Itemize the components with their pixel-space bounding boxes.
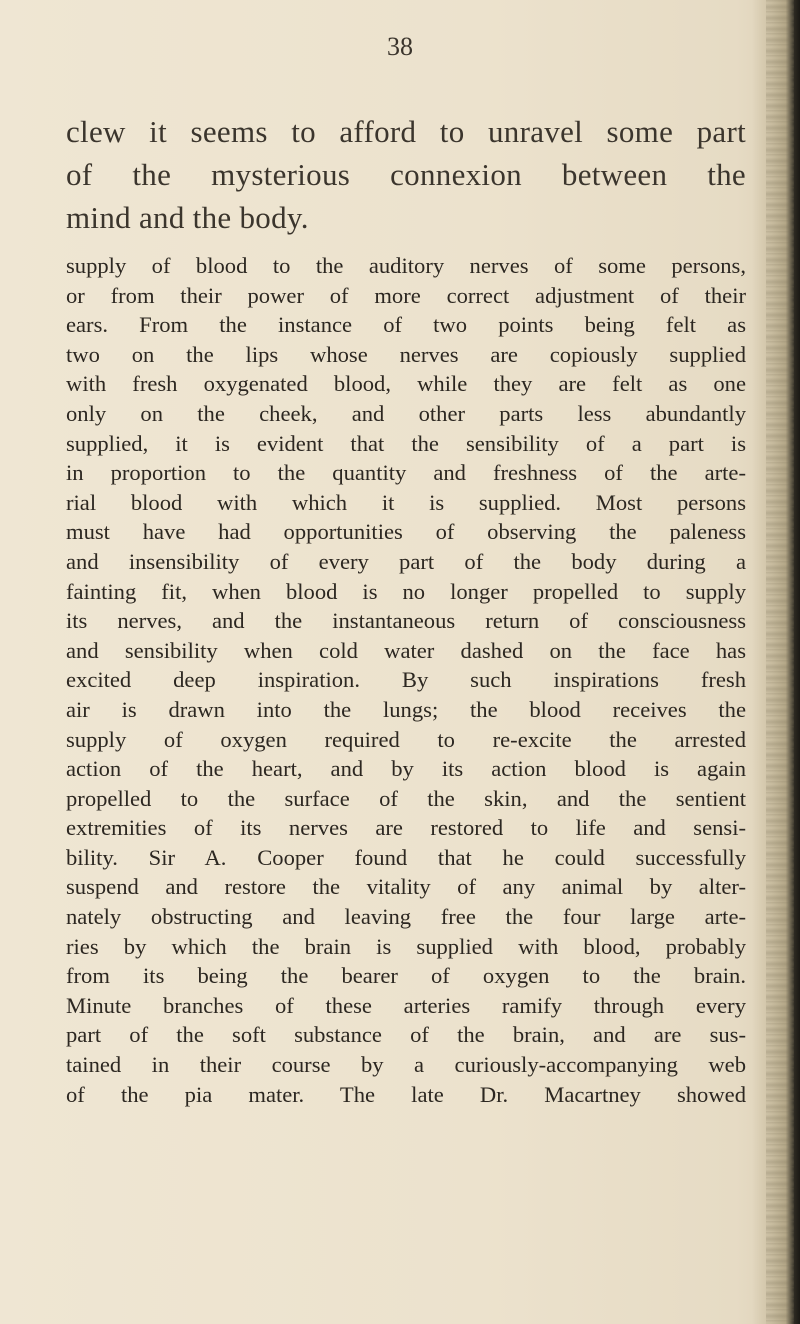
body-line: rial blood with which it is supplied. Most persons xyxy=(66,489,746,515)
intro-line: of the mysterious connexion between the xyxy=(66,157,746,192)
body-line: bility. Sir A. Cooper found that he could successfully xyxy=(66,844,746,870)
body-line: ears. From the instance of two points being felt as xyxy=(66,312,746,338)
body-line: with fresh oxygenated blood, while they are felt as one xyxy=(66,371,746,397)
intro-paragraph xyxy=(66,110,746,239)
body-paragraph xyxy=(66,251,746,1109)
body-line: two on the lips whose nerves are copiously supplied xyxy=(66,341,746,367)
intro-line: mind and the body. xyxy=(66,200,309,235)
body-line: of the pia mater. The late Dr. Macartney showed xyxy=(66,1081,746,1107)
body-line: extremities of its nerves are restored to life and sensi- xyxy=(66,815,746,841)
intro-line: clew it seems to afford to unravel some part xyxy=(66,114,746,149)
body-line: supplied, it is evident that the sensibility of a part is xyxy=(66,430,746,456)
body-line: ries by which the brain is supplied with blood, probably xyxy=(66,933,746,959)
body-line: suspend and restore the vitality of any animal by alter- xyxy=(66,874,746,900)
page-number: 38 xyxy=(387,32,413,61)
body-line: Minute branches of these arteries ramify through every xyxy=(66,992,746,1018)
body-line: from its being the bearer of oxygen to the brain. xyxy=(66,963,746,989)
body-line: excited deep inspiration. By such inspirations fresh xyxy=(66,667,746,693)
body-line: its nerves, and the instantaneous return of consciousness xyxy=(66,608,746,634)
body-line: supply of oxygen required to re-excite the arrested xyxy=(66,726,746,752)
body-line: must have had opportunities of observing the paleness xyxy=(66,519,746,545)
body-line: action of the heart, and by its action blood is again xyxy=(66,756,746,782)
page-edge-texture xyxy=(766,0,794,1324)
body-line: tained in their course by a curiously-accompanying web xyxy=(66,1052,746,1078)
body-line: air is drawn into the lungs; the blood receives the xyxy=(66,696,746,722)
body-line: part of the soft substance of the brain, and are sus- xyxy=(66,1022,746,1048)
body-line: and sensibility when cold water dashed on the face has xyxy=(66,637,746,663)
body-line: supply of blood to the auditory nerves of some persons, xyxy=(66,253,746,278)
body-line: propelled to the surface of the skin, and the sentient xyxy=(66,785,746,811)
body-line: fainting fit, when blood is no longer propelled to supply xyxy=(66,578,746,604)
body-line: in proportion to the quantity and freshness of the arte- xyxy=(66,460,746,486)
body-line: or from their power of more correct adjustment of their xyxy=(66,282,746,308)
body-line: only on the cheek, and other parts less abundantly xyxy=(66,400,746,426)
body-line: and insensibility of every part of the body during a xyxy=(66,548,746,574)
body-line: nately obstructing and leaving free the four large arte- xyxy=(66,904,746,930)
